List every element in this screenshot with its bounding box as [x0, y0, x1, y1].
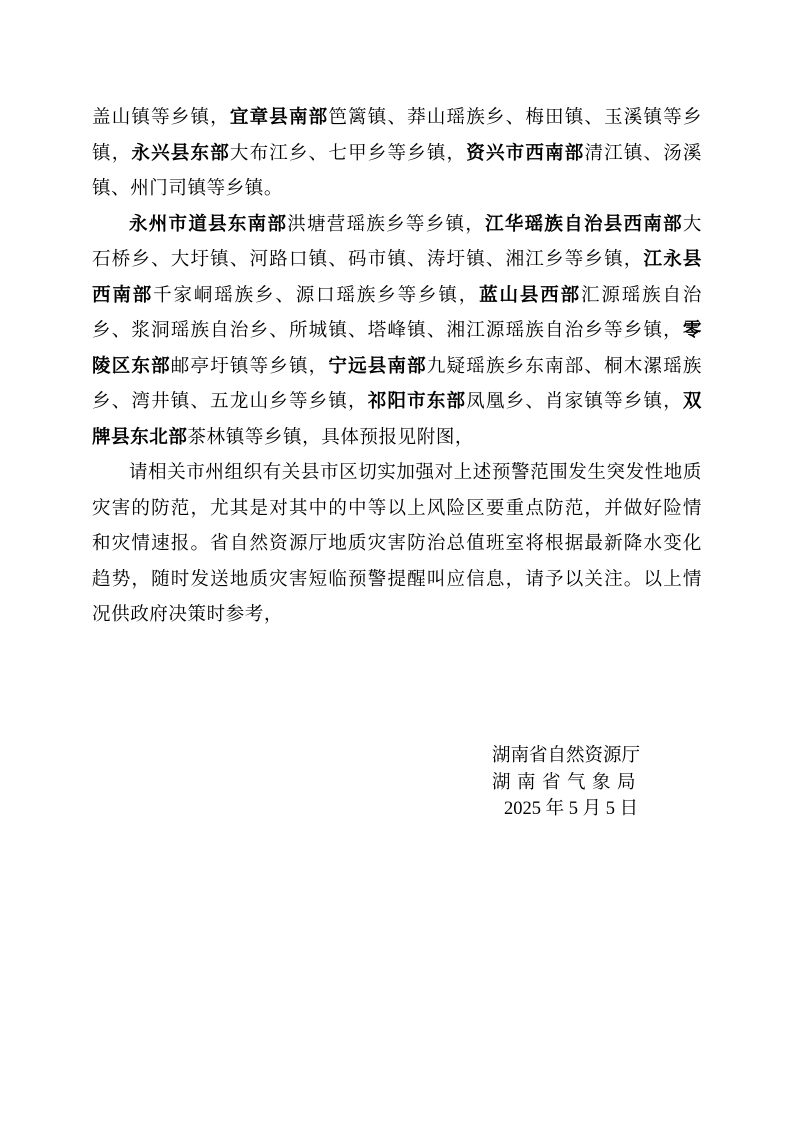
- text-segment: 笆篱镇、莽山瑶族乡、梅田镇、玉溪镇等乡镇，: [92, 107, 702, 164]
- bold-place-name: 零陵区东部: [92, 320, 702, 377]
- text-segment: 凤凰乡、肖家镇等乡镇，: [466, 391, 683, 412]
- bold-place-name: 蓝山县西部: [479, 284, 581, 306]
- paragraph-1: [92, 100, 702, 207]
- text-segment: 汇源瑶族自治乡、浆洞瑶族自治乡、所城镇、塔峰镇、湘江源瑶族自治乡等乡镇，: [92, 284, 702, 341]
- signature-org-natural-resources: 湖南省自然资源厅: [492, 745, 641, 766]
- text-segment: 邮亭圩镇等乡镇，: [170, 355, 329, 377]
- signature-date: 2025 年 5 月 5 日: [504, 799, 639, 819]
- signature-block: [492, 742, 672, 823]
- bold-place-name: 祁阳市东部: [367, 391, 467, 412]
- bold-place-name: 永兴县东部: [131, 142, 230, 164]
- bold-place-name: 双牌县东北部: [92, 391, 702, 448]
- bold-place-name: 江永县西南部: [92, 249, 702, 306]
- text-segment: 盖山镇等乡镇，: [92, 107, 230, 128]
- paragraph-2: [92, 207, 702, 456]
- text-segment: 九疑瑶族乡东南部、桐木漯瑶族乡、湾井镇、五龙山乡等乡镇，: [92, 355, 702, 412]
- text-segment: 千家峒瑶族乡、源口瑶族乡等乡镇，: [153, 284, 480, 306]
- bold-place-name: 宜章县南部: [229, 107, 329, 128]
- bold-place-name: 宁远县南部: [328, 355, 427, 377]
- text-segment: 请相关市州组织有关县市区切实加强对上述预警范围发生突发性地质灾害的防范，尤其是对其中的中等以上风险区要重点防范，并做好险情和灾情速报。省自然资源厅地质灾害防治总值班室将根据最新降水变化趋势，随时发送地质灾害短临预警提醒叫应信息，请予以关注。以上情况供政府决策时参考，: [92, 462, 703, 625]
- text-segment: 清江镇、汤溪镇、州门司镇等乡镇。: [92, 142, 703, 199]
- text-segment: 茶林镇等乡镇，具体预报见附图，: [187, 426, 475, 448]
- bold-place-name: 资兴市西南部: [466, 142, 585, 164]
- signature-org-meteorological: 湖南省气象局: [492, 772, 643, 793]
- document-body: [92, 100, 702, 633]
- text-segment: 大布江乡、七甲乡等乡镇，: [229, 142, 467, 164]
- bold-place-name: 永州市道县东南部: [129, 213, 288, 235]
- paragraph-3: [92, 455, 702, 633]
- text-segment: 洪塘营瑶族乡等乡镇，: [287, 213, 486, 235]
- text-segment: 大石桥乡、大圩镇、河路口镇、码市镇、涛圩镇、湘江乡等乡镇，: [92, 213, 702, 270]
- bold-place-name: 江华瑶族自治县西南部: [485, 213, 683, 235]
